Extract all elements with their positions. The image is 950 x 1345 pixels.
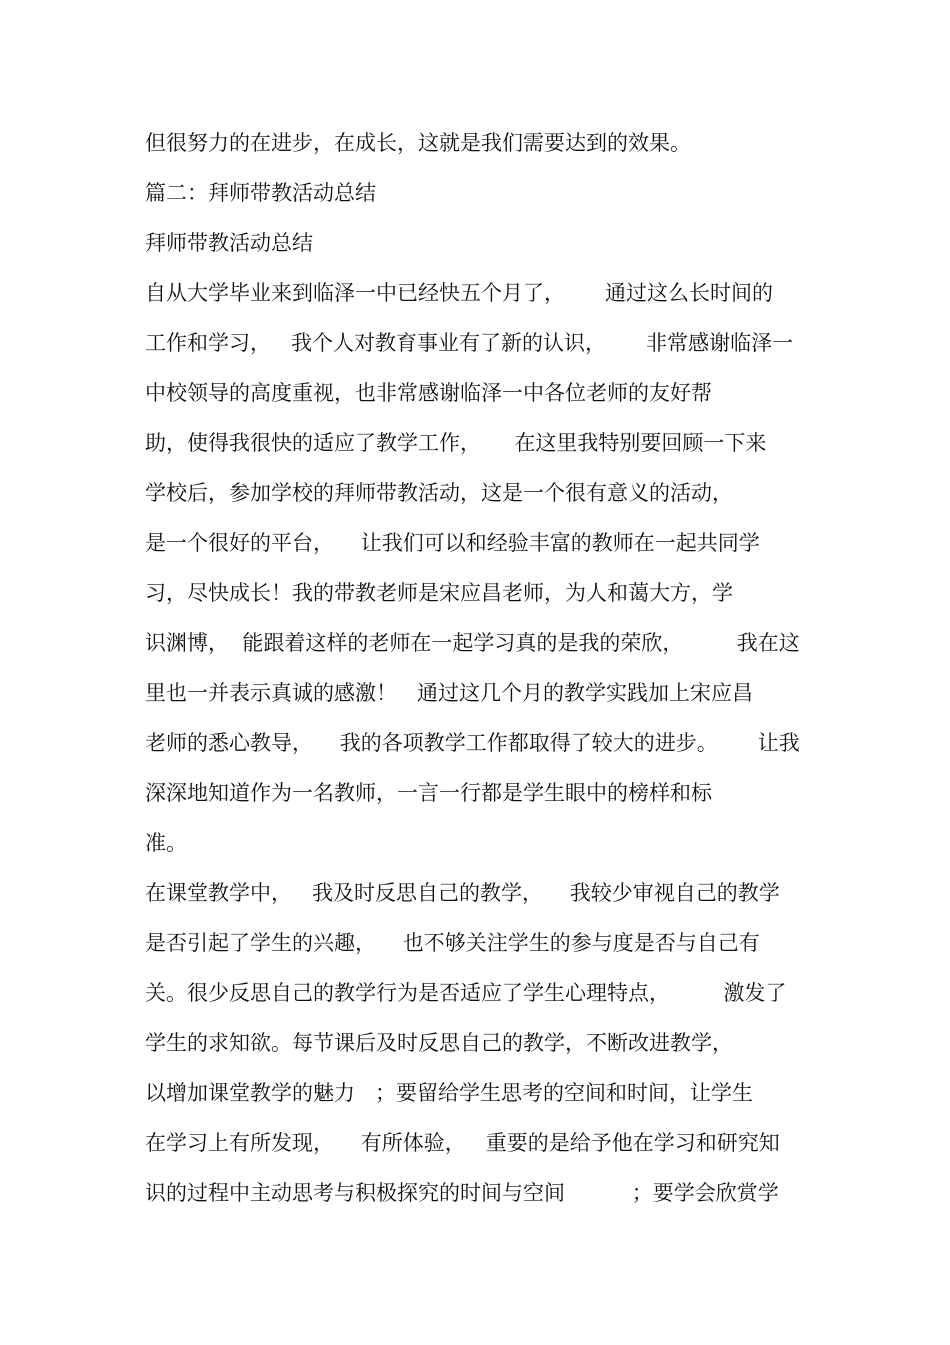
text-line: 学生的求知欲。每节课后及时反思自己的教学，不断改进教学， bbox=[145, 1031, 733, 1055]
text-line: 在课堂教学中， 我及时反思自己的教学， 我较少审视自己的教学 bbox=[145, 881, 780, 905]
text-line: 是一个很好的平台， 让我们可以和经验丰富的教师在一起共同学 bbox=[145, 531, 760, 555]
article-title: 拜师带教活动总结 bbox=[145, 231, 313, 255]
text-line: 但很努力的在进步，在成长，这就是我们需要达到的效果。 bbox=[145, 131, 691, 155]
text-line: 习，尽快成长！我的带教老师是宋应昌老师，为人和蔼大方，学 bbox=[145, 581, 733, 605]
text-line: 自从大学毕业来到临泽一中已经快五个月了， 通过这么长时间的 bbox=[145, 281, 774, 305]
text-line: 里也一并表示真诚的感激！ 通过这几个月的教学实践加上宋应昌 bbox=[145, 681, 754, 705]
text-line: 识的过程中主动思考与积极探究的时间与空间 ；要学会欣赏学 bbox=[145, 1181, 779, 1205]
text-line: 是否引起了学生的兴趣， 也不够关注学生的参与度是否与自己有 bbox=[145, 931, 760, 955]
text-line: 深深地知道作为一名教师，一言一行都是学生眼中的榜样和标 bbox=[145, 781, 712, 805]
text-line: 以增加课堂教学的魅力 ；要留给学生思考的空间和时间，让学生 bbox=[145, 1081, 754, 1105]
text-line: 识渊博， 能跟着这样的老师在一起学习真的是我的荣欣， 我在这 bbox=[145, 631, 800, 655]
section-heading: 篇二：拜师带教活动总结 bbox=[145, 181, 376, 205]
text-line: 助，使得我很快的适应了教学工作， 在这里我特别要回顾一下来 bbox=[145, 431, 767, 455]
text-line: 准。 bbox=[145, 831, 187, 855]
text-line: 工作和学习， 我个人对教育事业有了新的认识， 非常感谢临泽一 bbox=[145, 331, 794, 355]
text-line: 学校后，参加学校的拜师带教活动，这是一个很有意义的活动， bbox=[145, 481, 733, 505]
text-line: 在学习上有所发现， 有所体验， 重要的是给予他在学习和研究知 bbox=[145, 1131, 780, 1155]
text-line: 中校领导的高度重视，也非常感谢临泽一中各位老师的友好帮 bbox=[145, 381, 712, 405]
document-body bbox=[145, 118, 825, 1218]
text-line: 老师的悉心教导， 我的各项教学工作都取得了较大的进步。 让我 bbox=[145, 731, 800, 755]
text-line: 关。很少反思自己的教学行为是否适应了学生心理特点， 激发了 bbox=[145, 981, 787, 1005]
